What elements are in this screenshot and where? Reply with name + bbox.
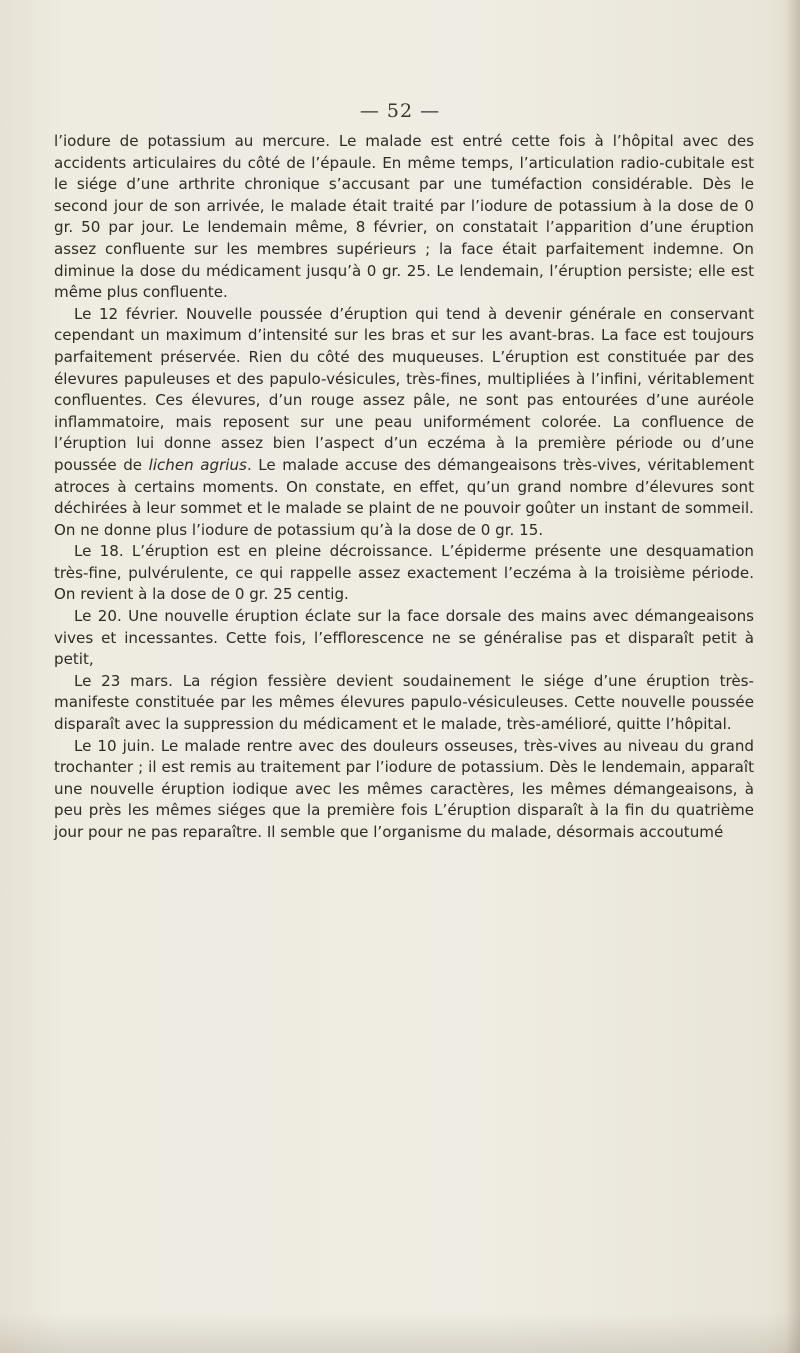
page-bottom-shadow [0, 1313, 800, 1353]
italic-term: lichen agrius [148, 455, 247, 474]
paragraph-18: Le 18. L’éruption est en pleine décroissance. L’épiderme présente une desquamation très-fine, pulvérulente, ce qui rappelle assez exactement l’eczéma à la troisième période. On revient à la dose de 0 gr. 25 centig. [54, 542, 754, 604]
paragraph-continuation: l’iodure de potassium au mercure. Le malade est entré cette fois à l’hôpital avec des accidents articulaires du côté de l’épaule. En même temps, l’articulation radio-cubitale est le siége d’une arthrite chronique s’accusant par une tuméfaction considérable. Dès le second jour de son arrivée, le malade était traité par l’iodure de potassium à la dose de 0 gr. 50 par jour. Le lendemain même, 8 février, on constatait l’apparition d’une éruption assez confluente sur les membres supérieurs ; la face était parfaitement indemne. On diminue la dose du médicament jusqu’à 0 gr. 25. Le lendemain, l’éruption persiste; elle est même plus confluente. [54, 132, 754, 302]
page-edge-shadow [786, 0, 800, 1353]
paragraph-23-mars: Le 23 mars. La région fessière devient soudainement le siége d’une éruption très-manifeste constituée par les mêmes élevures papulo-vésiculeuses. Cette nouvelle poussée disparaît avec la suppression du médicament et le malade, très-amélioré, quitte l’hôpital. [54, 671, 754, 734]
page-number: — 52 — [359, 100, 441, 122]
paragraph-20: Le 20. Une nouvelle éruption éclate sur la face dorsale des mains avec démangeaisons vives et incessantes. Cette fois, l’efflorescence ne se généralise pas et disparaît petit à petit, [54, 607, 754, 669]
paragraph-text: Le 12 février. Nouvelle poussée d’éruption qui tend à devenir générale en conservant cependant un maximum d’intensité sur les bras et sur les avant-bras. La face est toujours parfaitement préservée. Rien du côté des muqueuses. L’éruption est constituée par des élevures papuleuses et des papulo-vésicules, très-fines, multipliées à l’infini, véritablement confluentes. Ces élevures, d’un rouge assez pâle, ne sont pas entourées d’une auréole inflammatoire, mais reposent sur une peau uniformément colorée. La confluence de l’éruption lui donne assez bien l’aspect d’un eczéma à la première période ou d’une poussée de [54, 304, 754, 474]
paragraph-text: . Le malade accuse des démangeaisons très-vives, véritablement atroces à certains moments. On constate, en effet, qu’un grand nombre d’élevures sont déchirées à leur sommet et le malade se plaint de ne pouvoir goûter un instant de sommeil. On ne donne plus l’iodure de potassium qu’à la dose de 0 gr. 15. [54, 455, 755, 539]
body-text [54, 131, 754, 844]
paragraph-10-juin: Le 10 juin. Le malade rentre avec des douleurs osseuses, très-vives au niveau du grand trochanter ; il est remis au traitement par l’iodure de potassium. Dès le lendemain, apparaît une nouvelle éruption iodique avec les mêmes caractères, les mêmes démangeaisons, à peu près les mêmes siéges que la première fois L’éruption disparaît à la fin du quatrième jour pour ne pas reparaître. Il semble que l’organisme du malade, désormais accoutumé [54, 736, 754, 841]
paragraph-12-fevrier [54, 304, 754, 542]
